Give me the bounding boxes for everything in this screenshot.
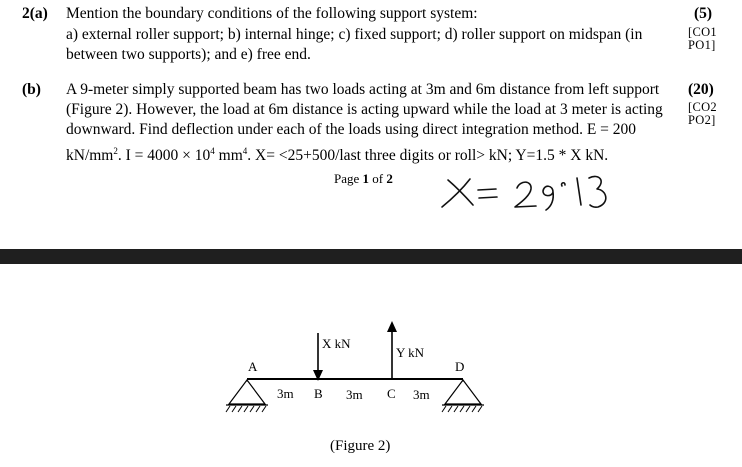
superscript-2: 2 [113,146,118,156]
span-cd-label: 3m [413,387,430,402]
question-b-marks: (20) [688,81,714,98]
question-b-line-2: (Figure 2). However, the load at 6m distance is acting upward while the load at 3 meter is acting [66,101,663,118]
load-down-label: X kN [322,336,351,351]
point-c-label: C [387,386,396,401]
question-b-co-line-2: PO2] [688,113,716,127]
left-support [226,380,268,412]
question-a-marks: (5) [694,5,713,22]
page-total: 2 [386,171,393,186]
point-b-label: B [314,386,323,401]
load-up-label: Y kN [396,345,425,360]
question-a-co-line-2: PO1] [688,38,716,52]
page-middle: of [369,171,387,186]
question-b-co-line-1: [CO2 [688,100,717,114]
question-b-line-3: downward. Find deflection under each of the loads using direct integration method. E = 200 [66,121,637,138]
line-4-part-a: kN/mm [66,147,114,165]
line-4-part-b: . I = 4000 × 10 [117,147,211,165]
page-current: 1 [362,171,370,186]
page-prefix: Page [334,171,363,186]
point-a-label: A [248,359,258,374]
span-bc-label: 3m [346,387,363,402]
superscript-4a: 4 [210,146,215,156]
question-a-line-3: between two supports); and e) free end. [66,46,311,63]
line-4-part-d: . X= <25+500/last three digits or roll> kN; Y=1.5 * X kN. [247,147,609,165]
question-a-number: 2(a) [22,5,48,22]
question-a-line-1: Mention the boundary conditions of the following support system: [66,5,478,22]
line-4-part-c: mm [214,147,243,165]
span-ab-label: 3m [277,386,294,401]
question-b-line-1: A 9-meter simply supported beam has two loads acting at 3m and 6m distance from left support [66,81,660,98]
question-b-number: (b) [22,81,41,98]
question-a-line-2: a) external roller support; b) internal hinge; c) fixed support; d) roller support on midspan (in [66,26,643,43]
question-a-co-line-1: [CO1 [688,25,717,39]
point-d-label: D [455,359,465,374]
figure-caption: (Figure 2) [330,438,391,454]
superscript-4b: 4 [242,146,248,156]
right-support [442,380,484,412]
